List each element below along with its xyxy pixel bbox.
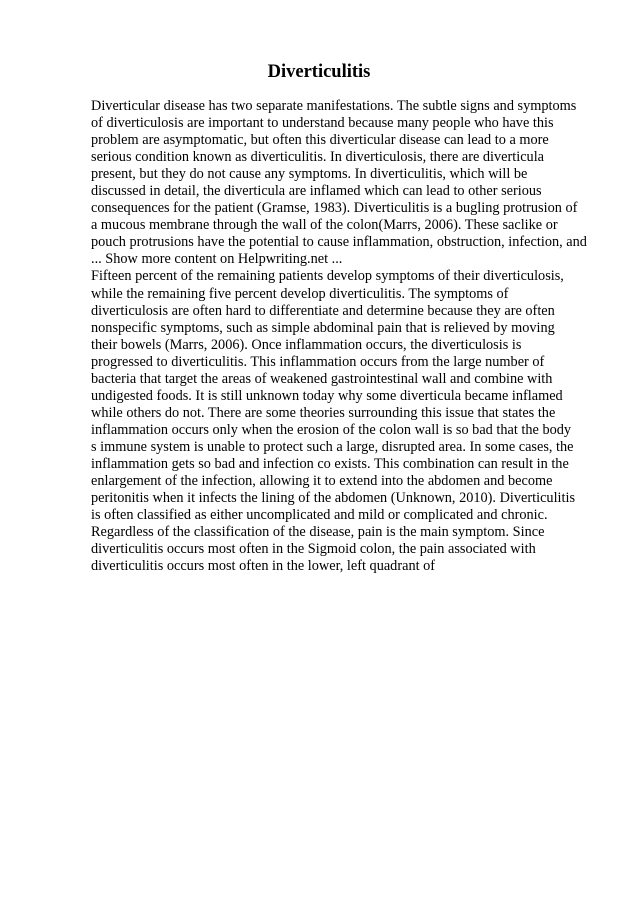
- body-line: inflammation occurs only when the erosion of the colon wall is so bad that the body: [91, 421, 572, 438]
- body-line: diverticulosis are often hard to differentiate and determine because they are often: [91, 302, 555, 319]
- body-line: present, but they do not cause any symptoms. In diverticulitis, which will be: [91, 166, 528, 183]
- body-line: Fifteen percent of the remaining patients develop symptoms of their diverticulosis,: [91, 268, 564, 285]
- body-line: bacteria that target the areas of weakened gastrointestinal wall and combine with: [91, 370, 553, 387]
- body-line: undigested foods. It is still unknown today why some diverticula became inflamed: [91, 387, 563, 404]
- body-line: their bowels (Marrs, 2006). Once inflammation occurs, the diverticulosis is: [91, 336, 522, 353]
- body-line: serious condition known as diverticulitis. In diverticulosis, there are diverticula: [91, 149, 545, 166]
- body-line: of diverticulosis are important to understand because many people who have this: [91, 115, 554, 132]
- body-line: consequences for the patient (Gramse, 1983). Diverticulitis is a bugling protrusion of: [91, 200, 578, 217]
- body-line: pouch protrusions have the potential to cause inflammation, obstruction, infection, and: [91, 234, 587, 251]
- body-line: Regardless of the classification of the disease, pain is the main symptom. Since: [91, 524, 545, 541]
- body-line: while the remaining five percent develop diverticulitis. The symptoms of: [91, 285, 509, 302]
- body-line: peritonitis when it infects the lining of the abdomen (Unknown, 2010). Diverticulitis: [91, 490, 576, 507]
- body-line: discussed in detail, the diverticula are inflamed which can lead to other serious: [91, 183, 542, 200]
- body-line: problem are asymptomatic, but often this diverticular disease can lead to a more: [91, 132, 549, 149]
- body-line: s immune system is unable to protect such a large, disrupted area. In some cases, the: [91, 438, 574, 455]
- body-line: enlargement of the infection, allowing it to extend into the abdomen and become: [91, 473, 553, 490]
- body-line: is often classified as either uncomplicated and mild or complicated and chronic.: [91, 507, 548, 524]
- body-line: inflammation gets so bad and infection co exists. This combination can result in the: [91, 455, 569, 472]
- show-more-line: ... Show more content on Helpwriting.net ...: [91, 251, 343, 268]
- body-line: Diverticular disease has two separate manifestations. The subtle signs and symptoms: [91, 98, 577, 114]
- body-line: nonspecific symptoms, such as simple abdominal pain that is relieved by moving: [91, 319, 555, 336]
- body-line: progressed to diverticulitis. This inflammation occurs from the large number of: [91, 353, 545, 370]
- document-title: Diverticulitis: [267, 62, 371, 82]
- body-line: diverticulitis occurs most often in the lower, left quadrant of: [91, 558, 436, 575]
- document-body: [91, 98, 611, 575]
- body-line: a mucous membrane through the wall of the colon(Marrs, 2006). These saclike or: [91, 217, 558, 234]
- body-line: while others do not. There are some theories surrounding this issue that states the: [91, 404, 556, 421]
- body-line: diverticulitis occurs most often in the Sigmoid colon, the pain associated with: [91, 541, 536, 558]
